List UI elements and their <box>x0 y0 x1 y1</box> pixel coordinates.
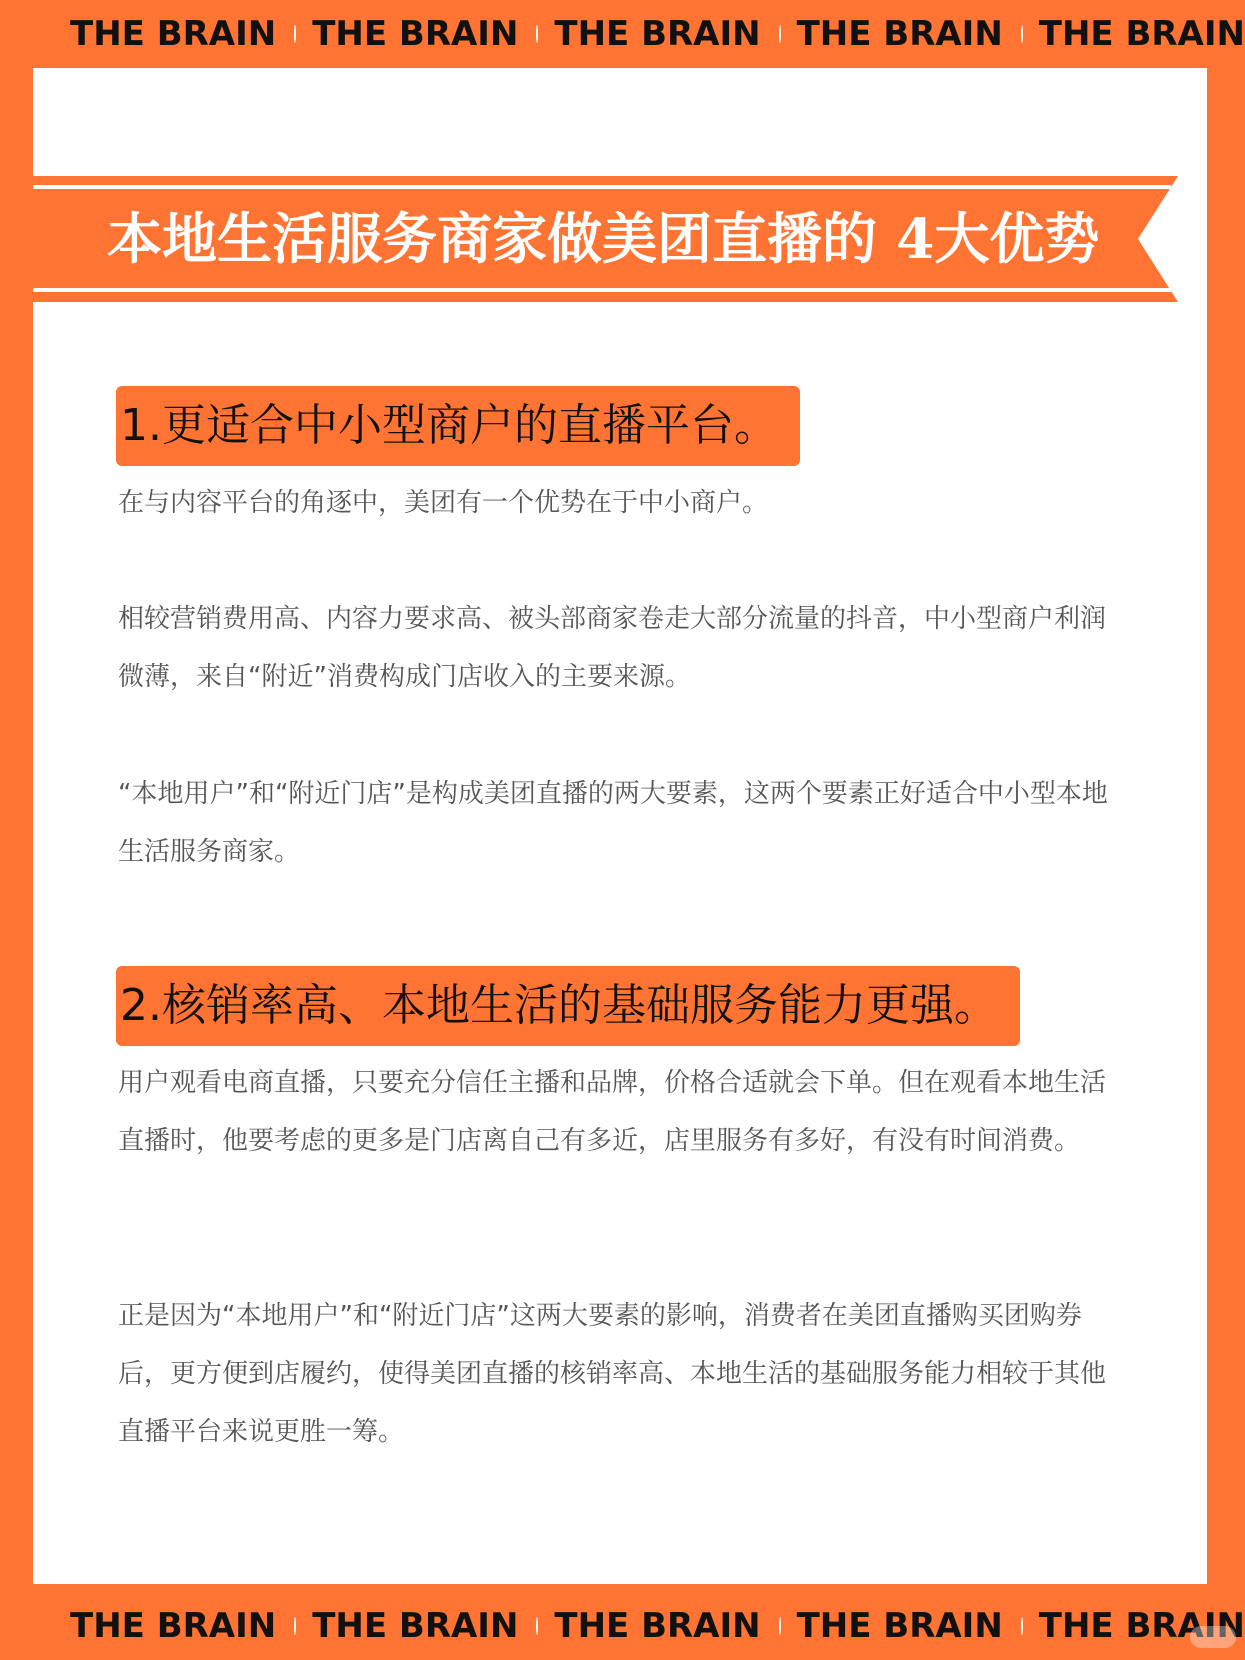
section-paragraph: 正是因为“本地用户”和“附近门店”这两大要素的影响，消费者在美团直播购买团购券后，更方便到店履约，使得美团直播的核销率高、本地生活的基础服务能力相较于其他直播平台来说更胜一筹。 <box>118 1301 1107 1447</box>
brand-text: THE BRAIN <box>312 14 519 54</box>
dot-separator-icon <box>536 25 538 43</box>
dot-separator-icon <box>1021 1617 1023 1635</box>
section-paragraph: 相较营销费用高、内容力要求高、被头部商家卷走大部分流量的抖音，中小型商户利润微薄，来自“附近”消费构成门店收入的主要来源。 <box>118 604 1107 692</box>
section-heading: 2.核销率高、本地生活的基础服务能力更强。 <box>116 966 1020 1046</box>
section-paragraph: 在与内容平台的角逐中，美团有一个优势在于中小商户。 <box>118 488 769 518</box>
brand-text: THE BRAIN <box>70 1606 277 1646</box>
watermark-badge <box>1190 1626 1236 1648</box>
brand-text: THE BRAIN <box>554 14 761 54</box>
brand-text: THE BRAIN <box>554 1606 761 1646</box>
dot-separator-icon <box>779 1617 781 1635</box>
bottom-brand-strip <box>0 1592 1245 1660</box>
brand-text: THE BRAIN <box>312 1606 519 1646</box>
brand-text: THE BRAIN <box>796 14 1003 54</box>
section-paragraph: “本地用户”和“附近门店”是构成美团直播的两大要素，这两个要素正好适合中小型本地生活服务商家。 <box>118 779 1108 867</box>
brand-text: THE BRAIN <box>796 1606 1003 1646</box>
dot-separator-icon <box>294 25 296 43</box>
section-heading: 1.更适合中小型商户的直播平台。 <box>116 386 800 466</box>
dot-separator-icon <box>1021 25 1023 43</box>
brand-text: THE BRAIN <box>1038 14 1245 54</box>
dot-separator-icon <box>779 25 781 43</box>
dot-separator-icon <box>536 1617 538 1635</box>
title-banner <box>33 176 1178 302</box>
dot-separator-icon <box>294 1617 296 1635</box>
brand-text: THE BRAIN <box>70 14 277 54</box>
top-brand-strip <box>0 0 1245 68</box>
page-title: 本地生活服务商家做美团直播的 4大优势 <box>107 206 1100 271</box>
brand-text: THE BRAIN <box>1038 1606 1245 1646</box>
section-paragraph: 用户观看电商直播，只要充分信任主播和品牌，价格合适就会下单。但在观看本地生活直播时，他要考虑的更多是门店离自己有多近，店里服务有多好，有没有时间消费。 <box>118 1068 1107 1156</box>
